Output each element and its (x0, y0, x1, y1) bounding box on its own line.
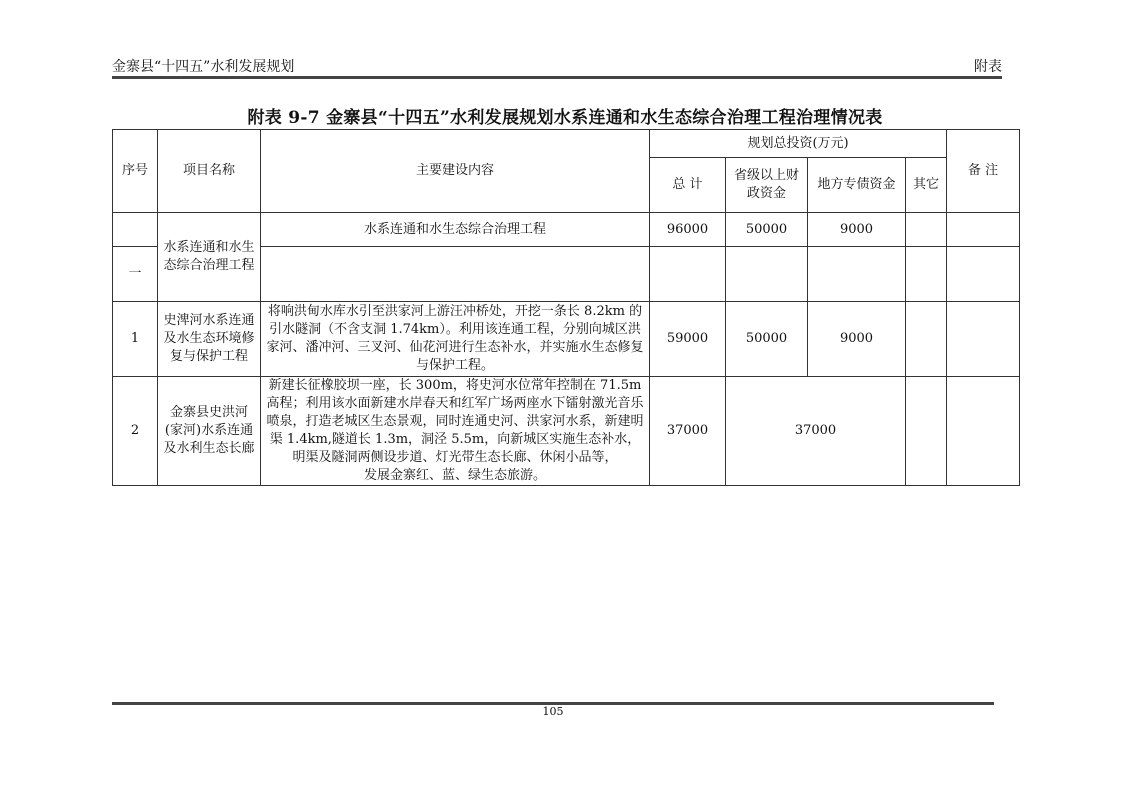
row-2-content: 新建长征橡胶坝一座，长 300m，将史河水位常年控制在 71.5m 高程；利用该水面新建水岸春天和红军广场两座水下镭射激光音乐喷泉，打造老城区生态景观，同时连通史河、洪家河水系，新建明渠 1.4km,隧道长 1.3m，洞泾 5.5m，向新城区实施生态补水，明渠及隧洞两侧设步道、灯光带生态长廊、休闲小品等， (266, 378, 644, 465)
row-0-provincial: 50000 (726, 213, 808, 247)
table-row (113, 302, 1020, 377)
row-1-other (906, 302, 947, 377)
row-2-no: 2 (113, 377, 158, 486)
row-0-no-top (113, 213, 158, 247)
row-0-remark-blank (947, 247, 1020, 302)
col-header-name: 项目名称 (158, 130, 261, 213)
row-2-content-cell (261, 377, 650, 486)
col-header-investment: 规划总投资(万元) (650, 130, 947, 158)
row-2-provincial-local: 37000 (726, 377, 906, 486)
row-1-name: 史渒河水系连通及水生态环境修复与保护工程 (158, 302, 261, 377)
row-1-local: 9000 (808, 302, 906, 377)
row-1-remark (947, 302, 1020, 377)
row-0-provincial-blank (726, 247, 808, 302)
row-0-content: 水系连通和水生态综合治理工程 (261, 213, 650, 247)
appendix-label-header: 附表 (974, 59, 1002, 75)
header-divider (112, 76, 1002, 79)
row-2-total: 37000 (650, 377, 726, 486)
row-0-remark (947, 213, 1020, 247)
row-1-provincial: 50000 (726, 302, 808, 377)
table-row (113, 213, 1020, 247)
project-table (112, 129, 1020, 486)
col-header-no: 序号 (113, 130, 158, 213)
row-1-no: 1 (113, 302, 158, 377)
row-0-local-blank (808, 247, 906, 302)
row-0-other-blank (906, 247, 947, 302)
table-row (113, 377, 1020, 486)
page-header (112, 56, 1002, 76)
row-0-total-blank (650, 247, 726, 302)
col-header-other: 其它 (906, 158, 947, 213)
row-2-name: 金寨县史洪河(家河)水系连通及水利生态长廊 (158, 377, 261, 486)
document-title-header: 金寨县“十四五”水利发展规划 (112, 59, 295, 75)
row-0-no: 一 (113, 247, 158, 302)
row-0-other (906, 213, 947, 247)
row-0-total: 96000 (650, 213, 726, 247)
col-header-provincial: 省级以上财政资金 (726, 158, 808, 213)
table-title: 附表 9-7 金寨县“十四五”水利发展规划水系连通和水生态综合治理工程治理情况表 (247, 108, 883, 128)
col-header-total: 总 计 (650, 158, 726, 213)
header-row-1 (113, 130, 1020, 158)
row-1-total: 59000 (650, 302, 726, 377)
row-2-content-last-line: 发展金寨红、蓝、绿生态旅游。 (363, 468, 546, 483)
row-0-local: 9000 (808, 213, 906, 247)
row-0-name: 水系连通和水生态综合治理工程 (158, 213, 261, 302)
col-header-remark: 备 注 (947, 130, 1020, 213)
row-1-content: 将响洪甸水库水引至洪家河上游汪冲桥处，开挖一条长 8.2km 的引水隧洞（不含支洞 1.74km）。利用该连通工程，分别向城区洪家河、潘冲河、三叉河、仙花河进行生态补水，并实施水生态修复与保护工程。 (261, 302, 650, 377)
page-number: 105 (542, 705, 564, 718)
col-header-content: 主要建设内容 (261, 130, 650, 213)
col-header-local: 地方专债资金 (808, 158, 906, 213)
row-2-other (906, 377, 947, 486)
row-2-remark (947, 377, 1020, 486)
row-0-content-blank (261, 247, 650, 302)
